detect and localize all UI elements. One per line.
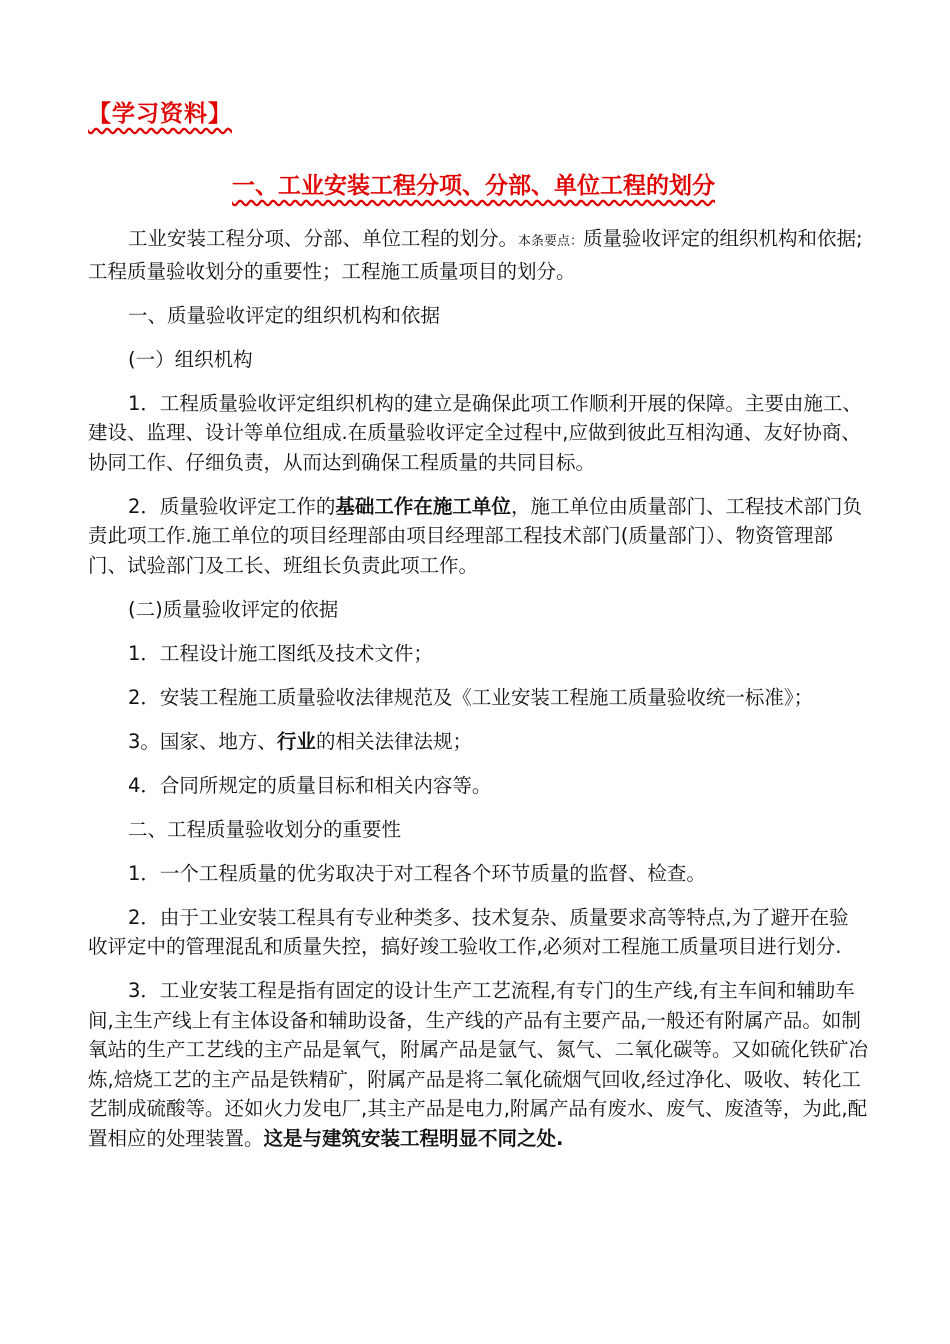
study-material-tag: 【学习资料】	[88, 101, 232, 127]
basis-item-2: 2．安装工程施工质量验收法律规范及《工业安装工程施工质量验收统一标准》；	[128, 685, 814, 709]
basis-item-3-bold: 行业	[276, 729, 316, 753]
section-2-heading: 二、工程质量验收划分的重要性	[128, 817, 402, 841]
org-p2-start: 2．质量验收评定工作的	[128, 494, 336, 518]
importance-p3-bold: 这是与建筑安装工程明显不同之处.	[263, 1126, 564, 1150]
subsection-1-1-heading: (一）组织机构	[128, 347, 253, 371]
basis-item-3	[88, 727, 868, 757]
basis-item-4: 4．合同所规定的质量目标和相关内容等。	[128, 773, 492, 797]
org-p2-end: ，施工单位由质量部门、工程技术部门负责此项工作.施工单位的项目经理部由项目经理部工程技术部门(质量部门）、物资管理部门、试验部门及工长、班组长负责此项工作。	[88, 494, 862, 577]
importance-paragraph-2: 2．由于工业安装工程具有专业种类多、技术复杂、质量要求高等特点,为了避开在验收评定中的管理混乱和质量失控，搞好竣工验收工作,必须对工程施工质量项目进行划分.	[88, 905, 849, 958]
document-title: 一、工业安装工程分项、分部、单位工程的划分	[232, 173, 715, 199]
subsection-1-2-heading: (二)质量验收评定的依据	[128, 597, 339, 621]
keypoints-label: 本条要点：	[518, 234, 584, 249]
importance-p3-text: 3．工业安装工程是指有固定的设计生产工艺流程,有专门的生产线,有主车间和辅助车间,主生产线上有主体设备和辅助设备，生产线的产品有主要产品,一般还有附属产品。如制氧站的生产工艺线的主产品是氧气，附属产品是氩气、氮气、二氧化碳等。又如硫化铁矿冶炼,焙烧工艺的主产品是铁精矿，附属产品是将二氧化硫烟气回收,经过净化、吸收、转化工艺制成硫酸等。还如火力发电厂,其主产品是电力,附属产品有废水、废气、废渣等，为此,配置相应的处理装置。	[88, 979, 869, 1150]
intro-paragraph	[88, 224, 868, 286]
keypoints-text: 质量验收评定的组织机构和依据;工程质量验收划分的重要性；工程施工质量项目的划分。	[88, 227, 863, 283]
org-paragraph-1: 1．工程质量验收评定组织机构的建立是确保此项工作顺利开展的保障。主要由施工、建设、监理、设计等单位组成.在质量验收评定全过程中,应做到彼此互相沟通、友好协商、协同工作、仔细负责，从而达到确保工程质量的共同目标。	[88, 391, 862, 474]
basis-item-1: 1．工程设计施工图纸及技术文件；	[128, 641, 433, 665]
document-body	[88, 224, 868, 1168]
org-paragraph-2	[88, 492, 868, 581]
basis-item-3-end: 的相关法律法规；	[315, 729, 472, 753]
org-p2-bold: 基础工作在施工单位	[335, 494, 511, 518]
section-1-heading: 一、质量验收评定的组织机构和依据	[128, 303, 441, 327]
basis-item-3-start: 3。国家、地方、	[128, 729, 277, 753]
importance-paragraph-3	[88, 976, 868, 1153]
intro-text: 工业安装工程分项、分部、单位工程的划分。	[128, 227, 519, 250]
importance-paragraph-1: 1．一个工程质量的优劣取决于对工程各个环节质量的监督、检查。	[128, 861, 706, 885]
